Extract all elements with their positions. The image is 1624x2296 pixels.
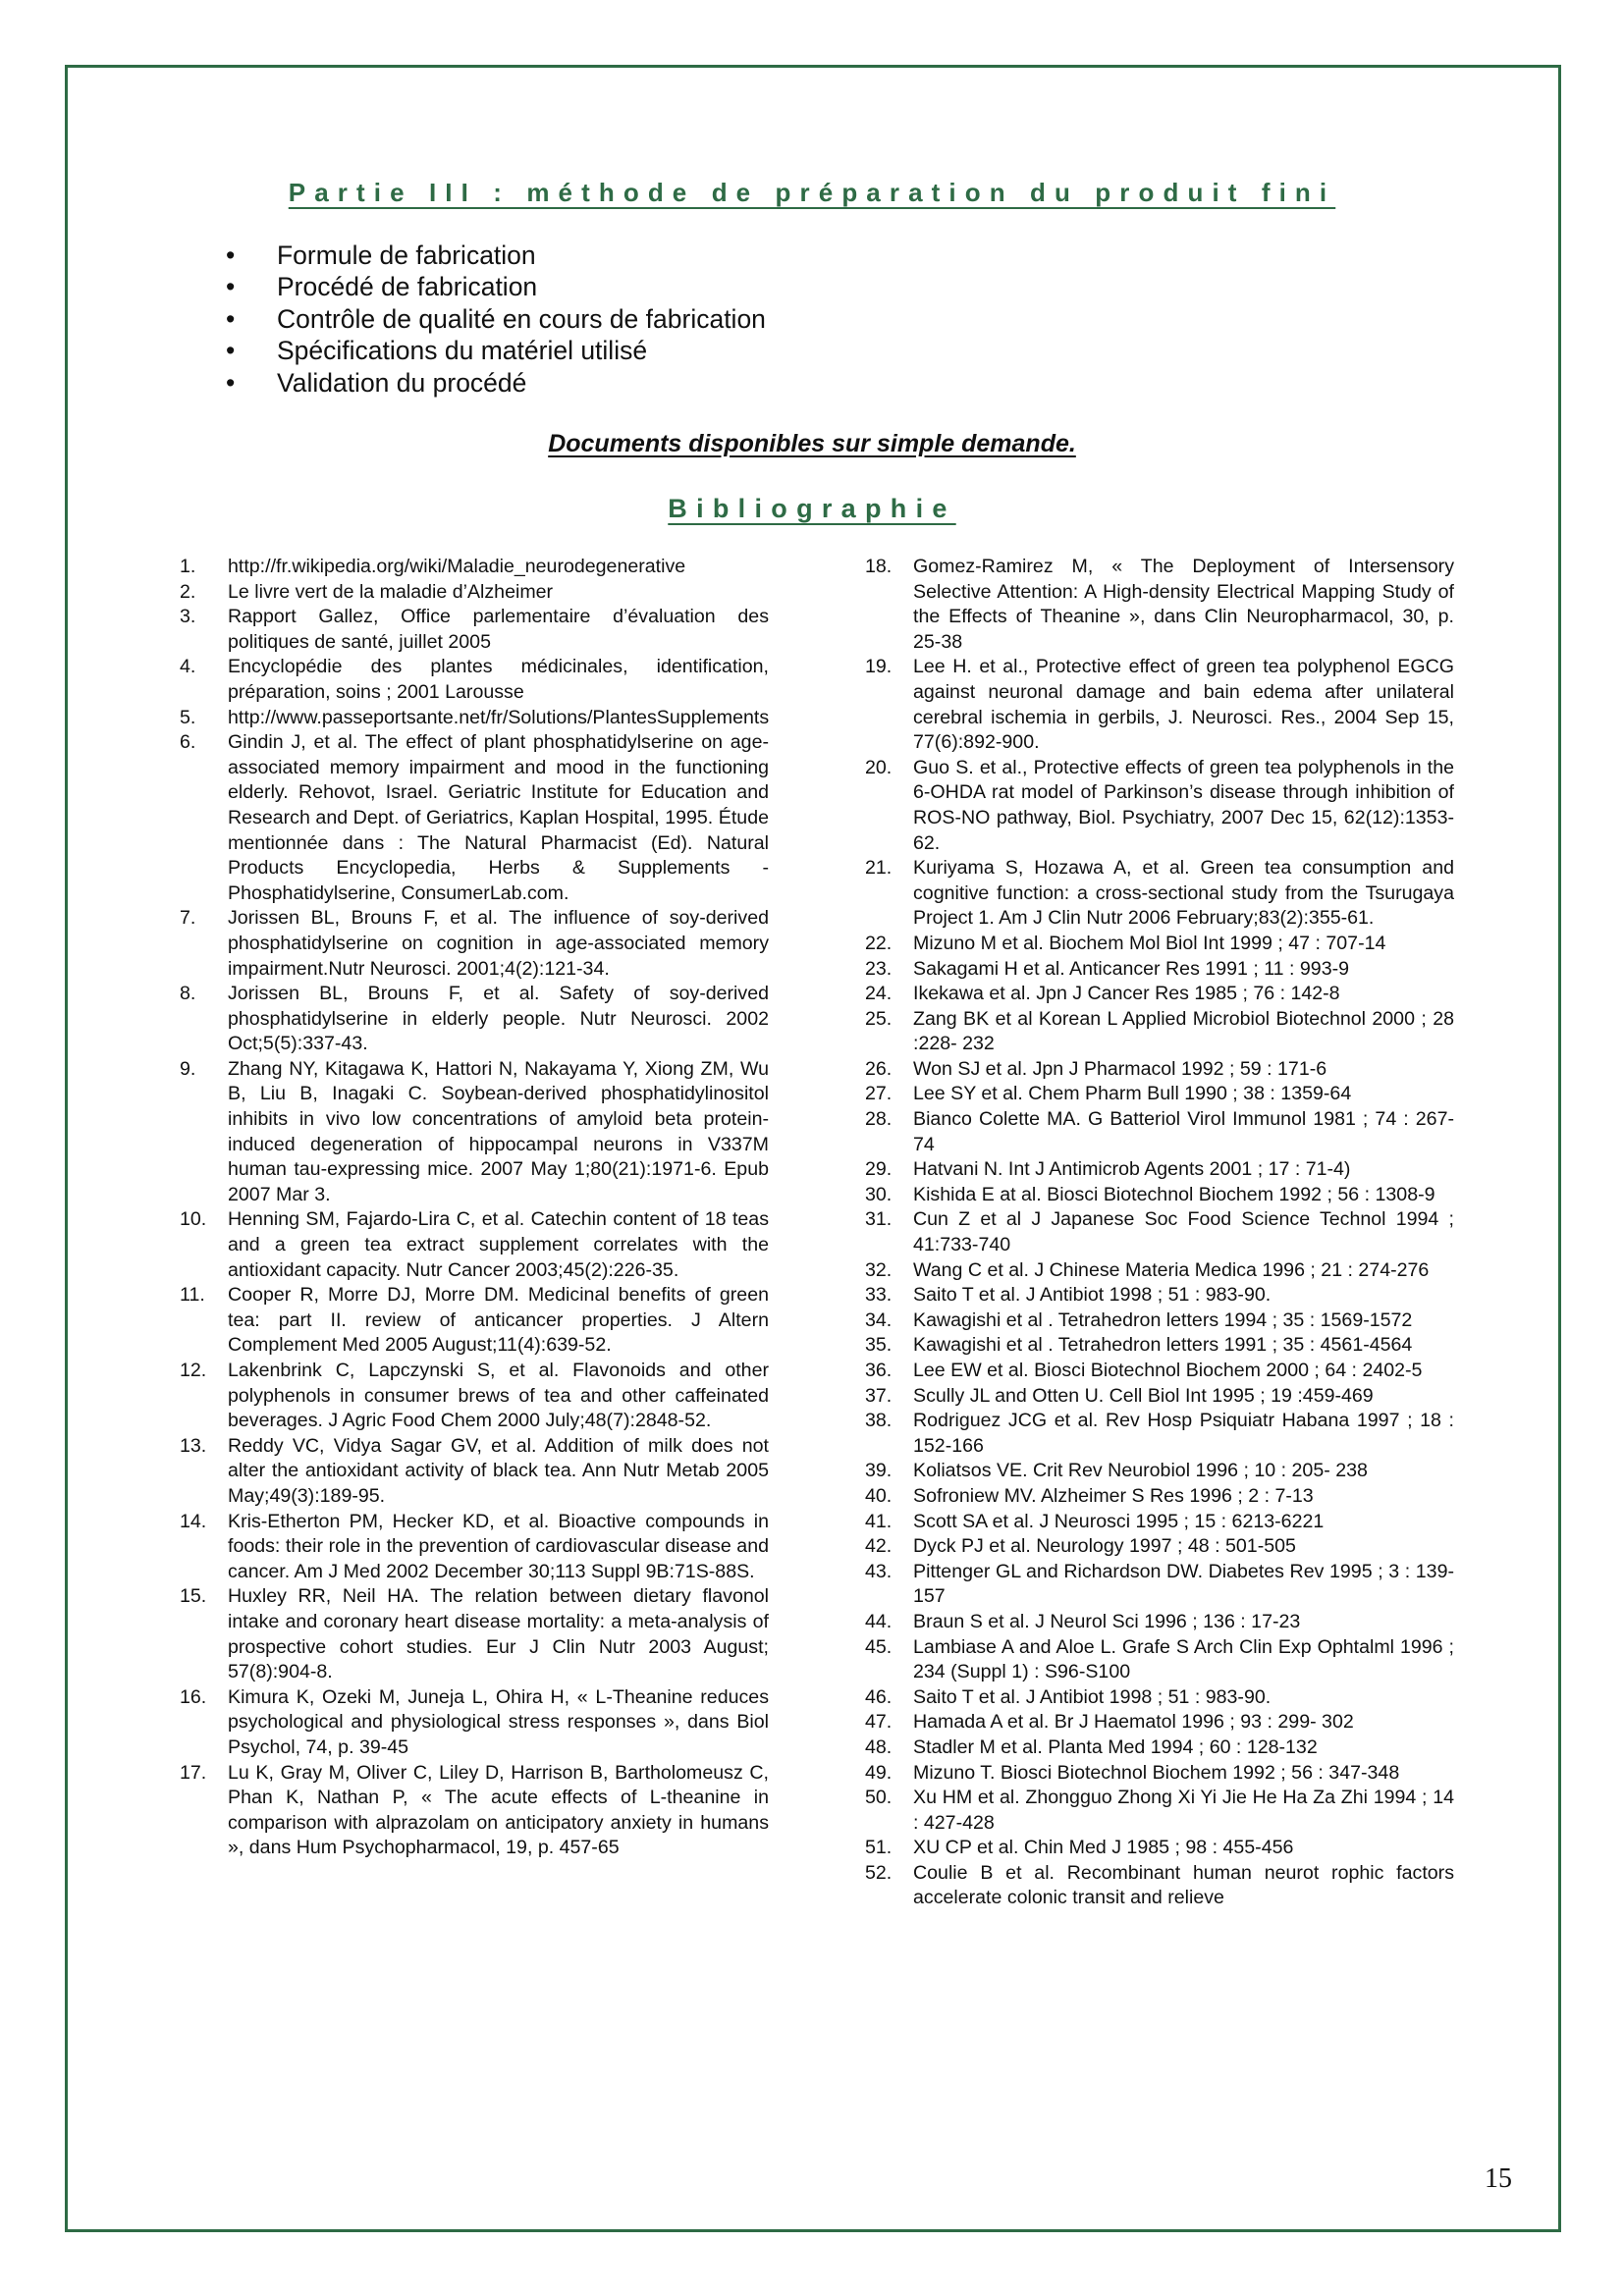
reference-text: Le livre vert de la maladie d’Alzheimer — [228, 580, 554, 603]
reference-text: Mizuno M et al. Biochem Mol Biol Int 1999 ; 47 : 707-14 — [913, 932, 1386, 954]
reference-number: 41. — [865, 1510, 893, 1532]
reference-number: 32. — [865, 1258, 893, 1281]
reference-item — [180, 1057, 769, 1208]
reference-text: http://fr.wikipedia.org/wiki/Maladie_neurodegenerative — [228, 556, 686, 577]
reference-item — [865, 1685, 1454, 1711]
reference-text: Bianco Colette MA. G Batteriol Virol Immunol 1981 ; 74 : 267-74 — [913, 1108, 1454, 1155]
reference-number: 16. — [180, 1685, 207, 1708]
reference-number: 4. — [180, 656, 196, 678]
reference-number: 47. — [865, 1711, 893, 1734]
reference-text: Sofroniew MV. Alzheimer S Res 1996 ; 2 : 7-13 — [913, 1484, 1314, 1507]
bullet-item: • Contrôle de qualité en cours de fabrication — [226, 303, 766, 335]
reference-text: http://www.passeportsante.net/fr/Solutions/PlantesSupplements — [228, 706, 770, 728]
reference-text: XU CP et al. Chin Med J 1985 ; 98 : 455-456 — [913, 1837, 1294, 1859]
reference-number: 5. — [180, 706, 196, 728]
reference-text: Hatvani N. Int J Antimicrob Agents 2001 ; 17 : 71-4) — [913, 1158, 1351, 1181]
reference-number: 3. — [180, 606, 196, 628]
reference-number: 22. — [865, 932, 893, 954]
reference-item — [865, 1384, 1454, 1410]
reference-number: 35. — [865, 1334, 893, 1357]
reference-text: Gomez-Ramirez M, « The Deployment of Intersensory Selective Attention: A High-density Electrical Mapping Study of the Effects of Theanine », dans Clin Neuropharmacol, 30, p. 25-38 — [913, 556, 1454, 653]
reference-number: 27. — [865, 1083, 893, 1105]
bullet-list — [226, 240, 766, 399]
reference-text: Kawagishi et al . Tetrahedron letters 1991 ; 35 : 4561-4564 — [913, 1334, 1413, 1357]
reference-text: Rodriguez JCG et al. Rev Hosp Psiquiatr Habana 1997 ; 18 : 152-166 — [913, 1410, 1454, 1457]
reference-item — [865, 1359, 1454, 1384]
reference-number: 24. — [865, 983, 893, 1005]
reference-number: 48. — [865, 1735, 893, 1758]
reference-item — [180, 706, 769, 731]
reference-number: 25. — [865, 1007, 893, 1030]
reference-number: 26. — [865, 1057, 893, 1080]
bullet-item: • Formule de fabrication — [226, 240, 766, 271]
reference-number: 42. — [865, 1535, 893, 1558]
reference-number: 18. — [865, 556, 893, 577]
reference-text: Encyclopédie des plantes médicinales, identification, préparation, soins ; 2001 Larousse — [228, 656, 769, 703]
reference-item — [865, 1560, 1454, 1610]
reference-text: Guo S. et al., Protective effects of green tea polyphenols in the 6-OHDA rat model of Parkinson’s disease through inhibition of ROS-NO pathway, Biol. Psychiatry, 2007 Dec 15, 62(12):1353-62. — [913, 756, 1454, 854]
reference-number: 9. — [180, 1057, 196, 1080]
reference-item — [865, 856, 1454, 932]
reference-number: 30. — [865, 1183, 893, 1205]
bibliography-title: Bibliographie — [668, 494, 956, 523]
bibliography-column-left — [180, 555, 769, 1861]
reference-number: 50. — [865, 1787, 893, 1809]
page-number: 15 — [1485, 2163, 1512, 2194]
reference-item — [865, 1635, 1454, 1685]
reference-item — [865, 1207, 1454, 1257]
reference-text: Stadler M et al. Planta Med 1994 ; 60 : 128-132 — [913, 1735, 1318, 1758]
reference-item — [180, 1761, 769, 1861]
reference-item — [180, 1584, 769, 1684]
reference-number: 8. — [180, 983, 196, 1005]
reference-item — [865, 1107, 1454, 1157]
reference-text: Scott SA et al. J Neurosci 1995 ; 15 : 6213-6221 — [913, 1510, 1325, 1532]
reference-number: 49. — [865, 1761, 893, 1784]
reference-text: Mizuno T. Biosci Biotechnol Biochem 1992 ; 56 : 347-348 — [913, 1761, 1400, 1784]
reference-item — [865, 957, 1454, 983]
reference-item — [180, 1207, 769, 1283]
reference-number: 52. — [865, 1861, 893, 1884]
section-title: Partie III : méthode de préparation du produit fini — [288, 178, 1336, 207]
reference-text: Braun S et al. J Neurol Sci 1996 ; 136 : 17-23 — [913, 1610, 1301, 1632]
reference-text: Kris-Etherton PM, Hecker KD, et al. Bioactive compounds in foods: their role in the prevention of cardiovascular disease and cancer. Am J Med 2002 December 30;113 Suppl 9B:71S-88S. — [228, 1510, 769, 1582]
reference-text: Kuriyama S, Hozawa A, et al. Green tea consumption and cognitive function: a cross-sectional study from the Tsurugaya Project 1. Am J Clin Nutr 2006 February;83(2):355-61. — [913, 857, 1454, 930]
reference-item — [180, 655, 769, 705]
reference-item — [865, 1786, 1454, 1836]
reference-text: Dyck PJ et al. Neurology 1997 ; 48 : 501-505 — [913, 1535, 1296, 1558]
reference-number: 10. — [180, 1208, 207, 1231]
reference-number: 51. — [865, 1837, 893, 1859]
reference-item — [865, 1510, 1454, 1535]
reference-item — [865, 1459, 1454, 1484]
reference-item — [865, 1258, 1454, 1284]
reference-item — [180, 1434, 769, 1510]
reference-text: Zang BK et al Korean L Applied Microbiol Biotechnol 2000 ; 28 :228- 232 — [913, 1007, 1454, 1055]
reference-number: 45. — [865, 1635, 893, 1658]
reference-item — [865, 1484, 1454, 1510]
reference-item — [865, 1057, 1454, 1083]
reference-number: 46. — [865, 1685, 893, 1708]
reference-item — [865, 655, 1454, 755]
reference-text: Lu K, Gray M, Oliver C, Liley D, Harrison B, Bartholomeusz C, Phan K, Nathan P, « The acute effects of L-theanine in comparison with alprazolam on anticipatory anxiety in humans », dans Hum Psychopharmacol, 19, p. 457-65 — [228, 1761, 769, 1859]
reference-item — [865, 1735, 1454, 1761]
reference-number: 40. — [865, 1484, 893, 1507]
documents-note: Documents disponibles sur simple demande. — [548, 430, 1076, 457]
reference-text: Saito T et al. J Antibiot 1998 ; 51 : 983-90. — [913, 1284, 1272, 1307]
reference-number: 34. — [865, 1308, 893, 1331]
reference-number: 1. — [180, 556, 196, 577]
reference-number: 23. — [865, 957, 893, 980]
reference-number: 36. — [865, 1360, 893, 1381]
reference-number: 12. — [180, 1360, 207, 1381]
reference-item — [865, 756, 1454, 856]
reference-number: 37. — [865, 1384, 893, 1407]
reference-number: 19. — [865, 656, 893, 678]
reference-item — [180, 1283, 769, 1359]
reference-number: 13. — [180, 1434, 207, 1457]
reference-item — [865, 1007, 1454, 1057]
reference-number: 20. — [865, 756, 893, 778]
reference-item — [865, 1082, 1454, 1107]
reference-text: Hamada A et al. Br J Haematol 1996 ; 93 : 299- 302 — [913, 1711, 1354, 1734]
reference-number: 29. — [865, 1158, 893, 1181]
reference-item — [865, 1333, 1454, 1359]
reference-text: Cooper R, Morre DJ, Morre DM. Medicinal benefits of green tea: part II. review of anticancer properties. J Altern Complement Med 2005 August;11(4):639-52. — [228, 1284, 769, 1357]
reference-item — [180, 580, 769, 606]
reference-text: Gindin J, et al. The effect of plant phosphatidylserine on age-associated memory impairment and mood in the functioning elderly. Rehovot, Israel. Geriatric Institute for Education and Research and Dept. of Geriatrics, Kaplan Hospital, 1995. Étude mentionnée dans : The Natural Pharmacist (Ed). Natural Products Encyclopedia, Herbs & Supplements - Phosphatidylserine, ConsumerLab.com. — [228, 731, 769, 904]
reference-text: Kishida E at al. Biosci Biotechnol Biochem 1992 ; 56 : 1308-9 — [913, 1183, 1435, 1205]
reference-text: Lee H. et al., Protective effect of green tea polyphenol EGCG against neuronal damage and bain edema after unilateral cerebral ischemia in gerbils, J. Neurosci. Res., 2004 Sep 15, 77(6):892-900. — [913, 656, 1454, 754]
reference-item — [865, 555, 1454, 655]
reference-item — [865, 1534, 1454, 1560]
reference-item — [180, 1359, 769, 1434]
reference-text: Kawagishi et al . Tetrahedron letters 1994 ; 35 : 1569-1572 — [913, 1308, 1413, 1331]
reference-text: Xu HM et al. Zhongguo Zhong Xi Yi Jie He Ha Za Zhi 1994 ; 14 : 427-428 — [913, 1787, 1454, 1834]
reference-text: Zhang NY, Kitagawa K, Hattori N, Nakayama Y, Xiong ZM, Wu B, Liu B, Inagaki C. Soybean-derived phosphatidylinositol inhibits in vivo low concentrations of amyloid beta protein-induced degeneration of hippocampal neurons in V337M human tau-expressing mice. 2007 May 1;80(21):1971-6. Epub 2007 Mar 3. — [228, 1057, 769, 1205]
reference-text: Jorissen BL, Brouns F, et al. Safety of soy-derived phosphatidylserine in elderly people. Nutr Neurosci. 2002 Oct;5(5):337-43. — [228, 983, 769, 1055]
reference-number: 21. — [865, 857, 893, 880]
reference-item — [180, 605, 769, 655]
reference-number: 39. — [865, 1460, 893, 1482]
bullet-item: • Spécifications du matériel utilisé — [226, 335, 766, 366]
reference-text: Koliatsos VE. Crit Rev Neurobiol 1996 ; 10 : 205- 238 — [913, 1460, 1368, 1482]
reference-item — [865, 1283, 1454, 1308]
reference-item — [180, 982, 769, 1057]
reference-number: 31. — [865, 1208, 893, 1231]
reference-number: 15. — [180, 1585, 207, 1608]
reference-item — [180, 906, 769, 982]
reference-text: Rapport Gallez, Office parlementaire d’évaluation des politiques de santé, juillet 2005 — [228, 606, 769, 653]
reference-text: Lambiase A and Aloe L. Grafe S Arch Clin Exp Ophtalml 1996 ; 234 (Suppl 1) : S96-S100 — [913, 1635, 1454, 1683]
reference-item — [180, 730, 769, 906]
reference-item — [865, 1308, 1454, 1334]
reference-number: 17. — [180, 1761, 207, 1784]
reference-text: Saito T et al. J Antibiot 1998 ; 51 : 983-90. — [913, 1685, 1272, 1708]
reference-number: 28. — [865, 1108, 893, 1131]
reference-text: Lee SY et al. Chem Pharm Bull 1990 ; 38 : 1359-64 — [913, 1083, 1352, 1105]
bibliography-column-right — [865, 555, 1454, 1911]
reference-item — [865, 1157, 1454, 1183]
reference-item — [865, 1836, 1454, 1861]
reference-text: Ikekawa et al. Jpn J Cancer Res 1985 ; 76 : 142-8 — [913, 983, 1340, 1005]
reference-text: Won SJ et al. Jpn J Pharmacol 1992 ; 59 : 171-6 — [913, 1057, 1327, 1080]
reference-item — [865, 1761, 1454, 1787]
reference-text: Reddy VC, Vidya Sagar GV, et al. Addition of milk does not alter the antioxidant activity of black tea. Ann Nutr Metab 2005 May;49(3):189-95. — [228, 1434, 769, 1507]
reference-item — [865, 1710, 1454, 1735]
reference-number: 43. — [865, 1560, 893, 1582]
reference-item — [865, 932, 1454, 957]
reference-item — [865, 1409, 1454, 1459]
reference-number: 11. — [180, 1284, 205, 1307]
reference-number: 2. — [180, 580, 196, 603]
reference-item — [180, 555, 769, 580]
bullet-item: • Validation du procédé — [226, 367, 766, 399]
reference-item — [865, 1861, 1454, 1911]
reference-item — [180, 1685, 769, 1761]
reference-text: Cun Z et al J Japanese Soc Food Science Technol 1994 ; 41:733-740 — [913, 1208, 1454, 1256]
reference-item — [865, 1183, 1454, 1208]
reference-item — [865, 982, 1454, 1007]
reference-number: 6. — [180, 731, 196, 754]
bullet-item: • Procédé de fabrication — [226, 271, 766, 302]
reference-text: Kimura K, Ozeki M, Juneja L, Ohira H, « L-Theanine reduces psychological and physiological stress responses », dans Biol Psychol, 74, p. 39-45 — [228, 1685, 769, 1758]
reference-text: Pittenger GL and Richardson DW. Diabetes Rev 1995 ; 3 : 139-157 — [913, 1560, 1454, 1608]
reference-text: Scully JL and Otten U. Cell Biol Int 1995 ; 19 :459-469 — [913, 1384, 1374, 1407]
reference-number: 7. — [180, 907, 196, 930]
reference-text: Wang C et al. J Chinese Materia Medica 1996 ; 21 : 274-276 — [913, 1258, 1430, 1281]
reference-number: 44. — [865, 1610, 893, 1632]
reference-item — [180, 1510, 769, 1585]
reference-text: Lee EW et al. Biosci Biotechnol Biochem 2000 ; 64 : 2402-5 — [913, 1360, 1423, 1381]
reference-text: Lakenbrink C, Lapczynski S, et al. Flavonoids and other polyphenols in consumer brews of tea and other caffeinated beverages. J Agric Food Chem 2000 July;48(7):2848-52. — [228, 1360, 769, 1432]
reference-number: 33. — [865, 1284, 893, 1307]
reference-number: 14. — [180, 1510, 207, 1532]
reference-number: 38. — [865, 1410, 893, 1432]
reference-text: Coulie B et al. Recombinant human neurot rophic factors accelerate colonic transit and relieve — [913, 1861, 1454, 1909]
reference-text: Henning SM, Fajardo-Lira C, et al. Catechin content of 18 teas and a green tea extract supplement correlates with the antioxidant capacity. Nutr Cancer 2003;45(2):226-35. — [228, 1208, 769, 1281]
reference-item — [865, 1610, 1454, 1635]
reference-text: Sakagami H et al. Anticancer Res 1991 ; 11 : 993-9 — [913, 957, 1350, 980]
reference-text: Huxley RR, Neil HA. The relation between dietary flavonol intake and coronary heart disease mortality: a meta-analysis of prospective cohort studies. Eur J Clin Nutr 2003 August; 57(8):904-8. — [228, 1585, 769, 1683]
reference-text: Jorissen BL, Brouns F, et al. The influence of soy-derived phosphatidylserine on cognition in age-associated memory impairment.Nutr Neurosci. 2001;4(2):121-34. — [228, 907, 769, 980]
